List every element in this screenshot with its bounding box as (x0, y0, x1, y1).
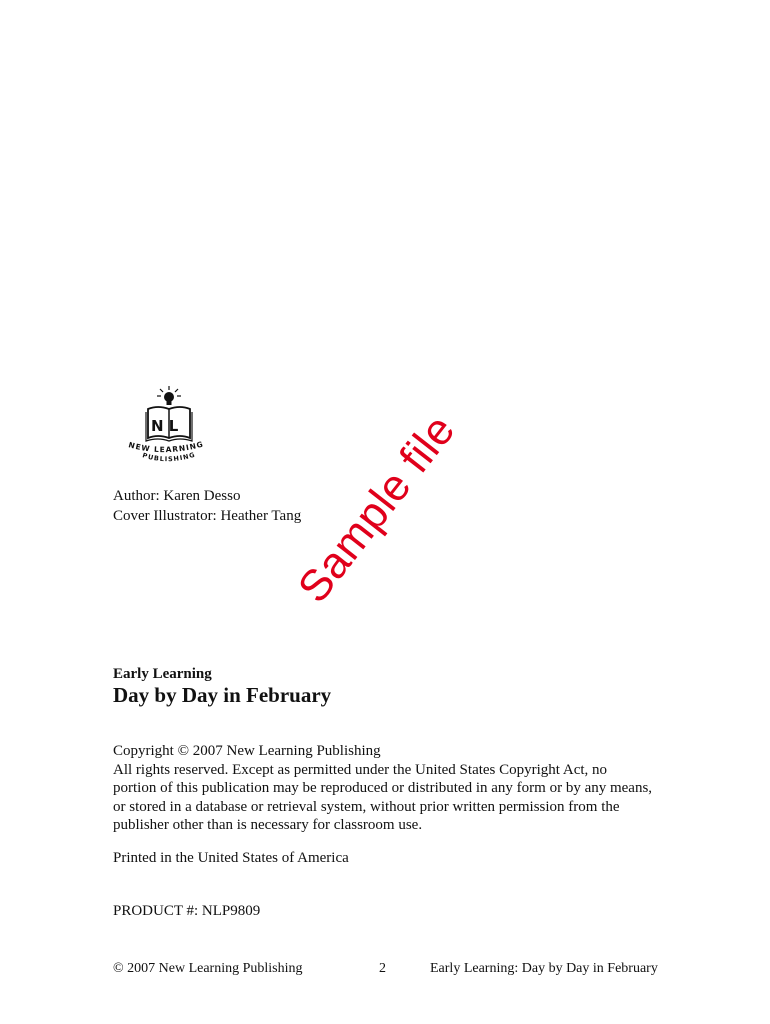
rights-line: All rights reserved. Except as permitted under the United States Copyright Act, no (113, 761, 608, 778)
product-number: PRODUCT #: NLP9809 (113, 903, 261, 919)
copyright-notice (113, 742, 673, 835)
printed-in: Printed in the United States of America (113, 850, 349, 866)
page-number: 2 (379, 961, 386, 976)
rights-line: publisher other than is necessary for classroom use. (113, 817, 423, 833)
footer-copyright: © 2007 New Learning Publishing (113, 961, 303, 976)
logo-line-2: PUBLISHING (141, 450, 197, 464)
publisher-logo (120, 383, 225, 468)
series-name: Early Learning (113, 666, 212, 682)
illustrator-line: Cover Illustrator: Heather Tang (113, 508, 302, 524)
author-line: Author: Karen Desso (113, 488, 241, 504)
sample-file-watermark: Sample file (288, 405, 465, 612)
copyright-line: Copyright © 2007 New Learning Publishing (113, 743, 381, 759)
book-lightbulb-logo-icon (120, 383, 225, 468)
rights-line: or stored in a database or retrieval system, without prior written permission from the (113, 798, 620, 815)
logo-line-1: NEW LEARNING (127, 439, 205, 455)
rights-line: portion of this publication may be reproduced or distributed in any form or by any means, (113, 780, 653, 796)
credits (113, 486, 301, 526)
logo-initials: N L (151, 417, 179, 435)
footer-title: Early Learning: Day by Day in February (430, 961, 658, 976)
book-title: Day by Day in February (113, 683, 332, 707)
